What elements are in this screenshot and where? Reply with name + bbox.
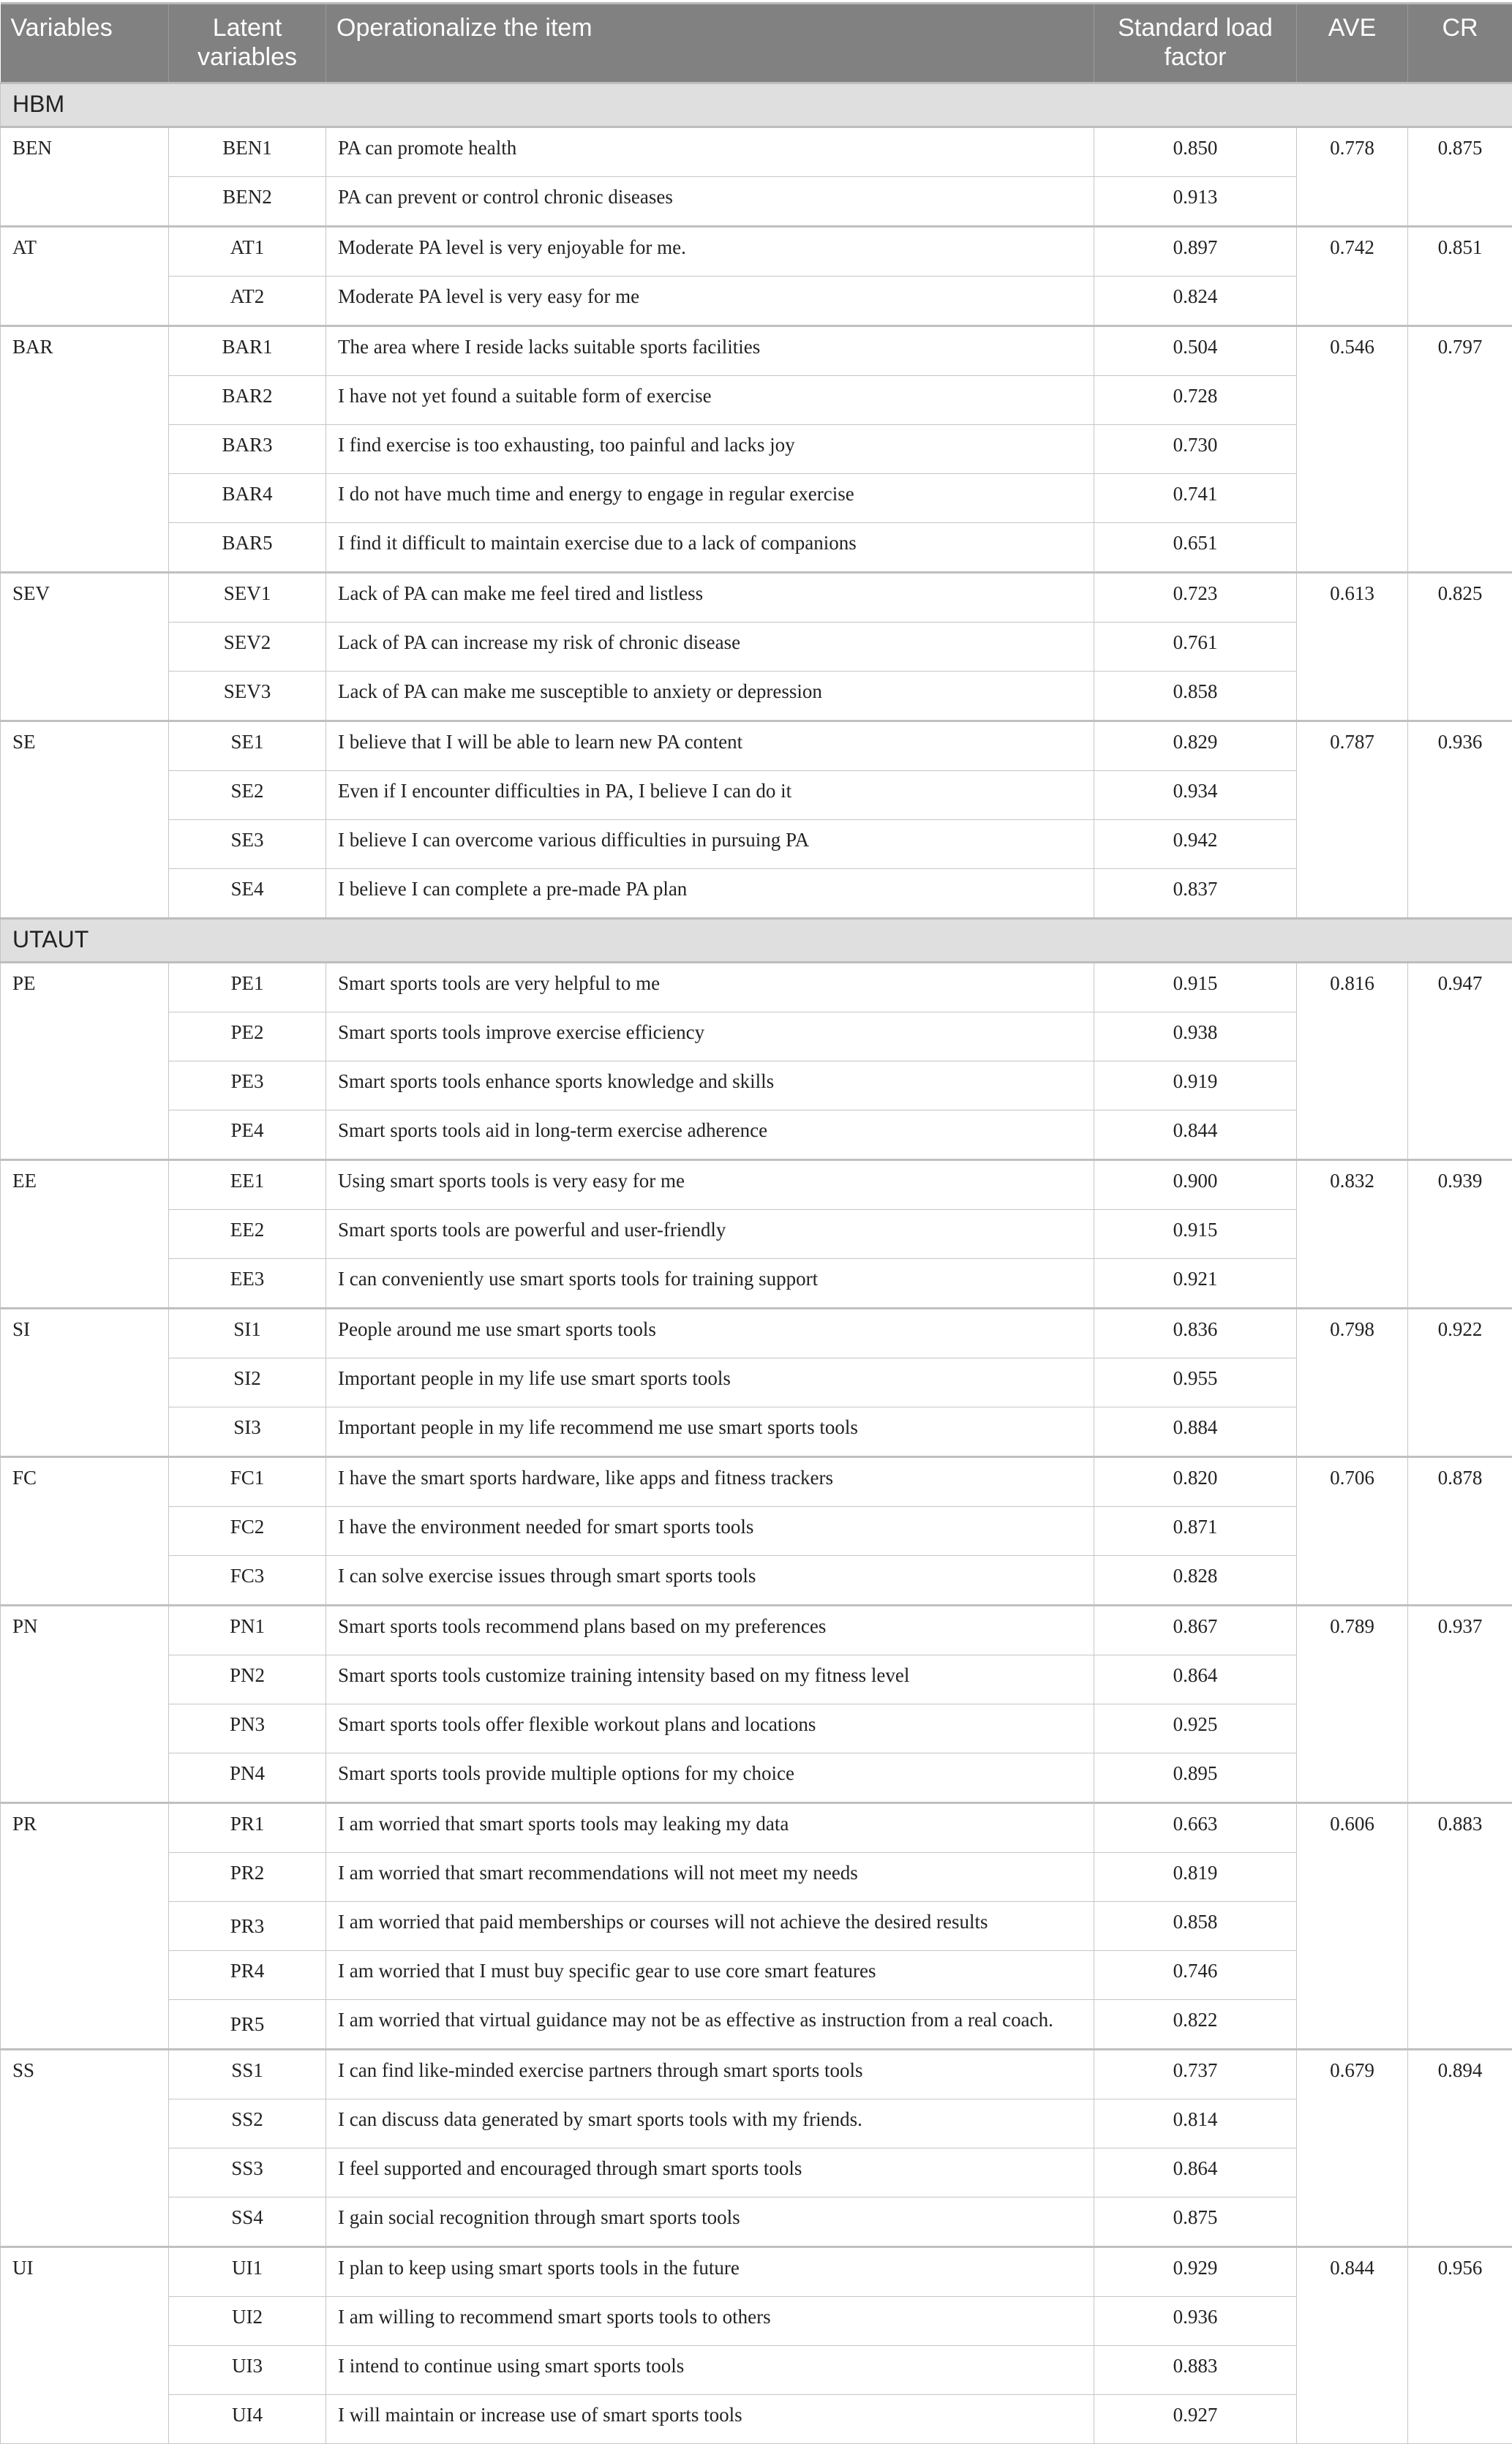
construct-name: SS: [1, 2050, 169, 2247]
ave-value: 0.606: [1297, 1803, 1408, 2050]
item-text: I have the smart sports hardware, like apps and fitness trackers: [326, 1457, 1094, 1507]
item-code: PN2: [169, 1655, 326, 1704]
table-row: [1, 127, 1512, 177]
load-factor: 0.844: [1094, 1110, 1297, 1160]
item-code: UI2: [169, 2297, 326, 2346]
item-code: BAR2: [169, 376, 326, 425]
item-code: SEV3: [169, 672, 326, 721]
load-factor: 0.864: [1094, 1655, 1297, 1704]
item-code: PE3: [169, 1061, 326, 1110]
cr-value: 0.851: [1408, 227, 1512, 326]
table-row: [1, 1704, 1512, 1753]
table-row: [1, 1853, 1512, 1902]
item-text: I find it difficult to maintain exercise due to a lack of companions: [326, 523, 1094, 573]
item-text: I will maintain or increase use of smart sports tools: [326, 2395, 1094, 2444]
table-row: [1, 1951, 1512, 2000]
header-ave: AVE: [1297, 4, 1408, 83]
item-text: I believe I can overcome various difficulties in pursuing PA: [326, 820, 1094, 869]
cr-value: 0.937: [1408, 1606, 1512, 1803]
construct-name: SI: [1, 1309, 169, 1457]
load-factor: 0.884: [1094, 1407, 1297, 1457]
load-factor: 0.955: [1094, 1358, 1297, 1407]
item-code: PE1: [169, 963, 326, 1012]
cr-value: 0.883: [1408, 1803, 1512, 2050]
load-factor: 0.822: [1094, 2000, 1297, 2050]
table-row: [1, 1061, 1512, 1110]
measurement-model-table: [0, 2, 1512, 2444]
load-factor: 0.864: [1094, 2148, 1297, 2197]
construct-name: SE: [1, 721, 169, 919]
item-code: SS3: [169, 2148, 326, 2197]
item-code: SS4: [169, 2197, 326, 2247]
load-factor: 0.927: [1094, 2395, 1297, 2444]
item-text: I have the environment needed for smart sports tools: [326, 1507, 1094, 1556]
load-factor: 0.915: [1094, 1210, 1297, 1259]
load-factor: 0.828: [1094, 1556, 1297, 1606]
item-text: I can conveniently use smart sports tools for training support: [326, 1259, 1094, 1309]
item-code: SE3: [169, 820, 326, 869]
load-factor: 0.871: [1094, 1507, 1297, 1556]
item-code: PN3: [169, 1704, 326, 1753]
item-text: I gain social recognition through smart sports tools: [326, 2197, 1094, 2247]
cr-value: 0.956: [1408, 2247, 1512, 2444]
item-code: PR5: [169, 2000, 326, 2050]
table-row: [1, 1753, 1512, 1803]
table-row: [1, 1309, 1512, 1358]
item-text: Smart sports tools recommend plans based on my preferences: [326, 1606, 1094, 1655]
construct-name: PN: [1, 1606, 169, 1803]
load-factor: 0.651: [1094, 523, 1297, 573]
table-row: [1, 523, 1512, 573]
construct-name: PR: [1, 1803, 169, 2050]
cr-value: 0.922: [1408, 1309, 1512, 1457]
table-row: [1, 869, 1512, 919]
ave-value: 0.787: [1297, 721, 1408, 919]
item-text: I am willing to recommend smart sports tools to others: [326, 2297, 1094, 2346]
item-text: I can find like-minded exercise partners through smart sports tools: [326, 2050, 1094, 2099]
load-factor: 0.730: [1094, 425, 1297, 474]
table-row: [1, 474, 1512, 523]
load-factor: 0.723: [1094, 573, 1297, 623]
load-factor: 0.820: [1094, 1457, 1297, 1507]
construct-name: PE: [1, 963, 169, 1160]
construct-name: SEV: [1, 573, 169, 721]
item-code: SE1: [169, 721, 326, 771]
cr-value: 0.947: [1408, 963, 1512, 1160]
item-code: UI4: [169, 2395, 326, 2444]
item-text: I am worried that smart recommendations will not meet my needs: [326, 1853, 1094, 1902]
item-code: EE3: [169, 1259, 326, 1309]
table-row: [1, 326, 1512, 376]
load-factor: 0.897: [1094, 227, 1297, 277]
table-row: [1, 1210, 1512, 1259]
item-text: Important people in my life recommend me use smart sports tools: [326, 1407, 1094, 1457]
load-factor: 0.737: [1094, 2050, 1297, 2099]
construct-name: EE: [1, 1160, 169, 1309]
item-code: AT2: [169, 277, 326, 326]
load-factor: 0.824: [1094, 277, 1297, 326]
table-row: [1, 623, 1512, 672]
table-row: [1, 227, 1512, 277]
header-item: Operationalize the item: [326, 4, 1094, 83]
ave-value: 0.778: [1297, 127, 1408, 227]
table-row: [1, 721, 1512, 771]
load-factor: 0.741: [1094, 474, 1297, 523]
load-factor: 0.746: [1094, 1951, 1297, 2000]
table-row: [1, 2297, 1512, 2346]
header-variables: Variables: [1, 4, 169, 83]
item-text: Even if I encounter difficulties in PA, I believe I can do it: [326, 771, 1094, 820]
item-text: Smart sports tools improve exercise efficiency: [326, 1012, 1094, 1061]
construct-name: AT: [1, 227, 169, 326]
item-text: I can solve exercise issues through smart sports tools: [326, 1556, 1094, 1606]
table-row: [1, 177, 1512, 227]
item-text: The area where I reside lacks suitable sports facilities: [326, 326, 1094, 376]
cr-value: 0.939: [1408, 1160, 1512, 1309]
load-factor: 0.900: [1094, 1160, 1297, 1210]
item-text: I believe I can complete a pre-made PA plan: [326, 869, 1094, 919]
header-latent-variables: Latent variables: [169, 4, 326, 83]
item-code: SE4: [169, 869, 326, 919]
item-code: BAR1: [169, 326, 326, 376]
ave-value: 0.816: [1297, 963, 1408, 1160]
ave-value: 0.798: [1297, 1309, 1408, 1457]
table-row: [1, 573, 1512, 623]
table-row: [1, 2099, 1512, 2148]
table-row: [1, 1160, 1512, 1210]
table-row: [1, 2346, 1512, 2395]
table-row: [1, 2395, 1512, 2444]
table-row: [1, 2000, 1512, 2050]
table-row: [1, 820, 1512, 869]
load-factor: 0.858: [1094, 672, 1297, 721]
load-factor: 0.875: [1094, 2197, 1297, 2247]
item-code: BAR5: [169, 523, 326, 573]
table-row: [1, 1902, 1512, 1951]
cr-value: 0.825: [1408, 573, 1512, 721]
table-row: [1, 771, 1512, 820]
cr-value: 0.875: [1408, 127, 1512, 227]
item-text: Smart sports tools are very helpful to me: [326, 963, 1094, 1012]
item-code: EE2: [169, 1210, 326, 1259]
construct-name: BAR: [1, 326, 169, 573]
item-code: PR2: [169, 1853, 326, 1902]
item-text: Lack of PA can make me feel tired and listless: [326, 573, 1094, 623]
item-code: PN4: [169, 1753, 326, 1803]
item-code: UI3: [169, 2346, 326, 2395]
item-text: I intend to continue using smart sports tools: [326, 2346, 1094, 2395]
item-text: Smart sports tools customize training intensity based on my fitness level: [326, 1655, 1094, 1704]
ave-value: 0.679: [1297, 2050, 1408, 2247]
item-text: I am worried that paid memberships or courses will not achieve the desired results: [326, 1902, 1094, 1951]
item-text: Smart sports tools aid in long-term exercise adherence: [326, 1110, 1094, 1160]
cr-value: 0.878: [1408, 1457, 1512, 1606]
load-factor: 0.761: [1094, 623, 1297, 672]
load-factor: 0.929: [1094, 2247, 1297, 2297]
group-row: [1, 83, 1512, 127]
header-cr: CR: [1408, 4, 1512, 83]
load-factor: 0.836: [1094, 1309, 1297, 1358]
item-text: Smart sports tools offer flexible workout plans and locations: [326, 1704, 1094, 1753]
table-row: [1, 2247, 1512, 2297]
table-row: [1, 2197, 1512, 2247]
item-code: UI1: [169, 2247, 326, 2297]
table-row: [1, 1457, 1512, 1507]
item-code: SEV2: [169, 623, 326, 672]
load-factor: 0.925: [1094, 1704, 1297, 1753]
load-factor: 0.504: [1094, 326, 1297, 376]
item-text: Lack of PA can increase my risk of chronic disease: [326, 623, 1094, 672]
header-load-factor: Standard load factor: [1094, 4, 1297, 83]
ave-value: 0.832: [1297, 1160, 1408, 1309]
construct-name: FC: [1, 1457, 169, 1606]
cr-value: 0.936: [1408, 721, 1512, 919]
table-row: [1, 672, 1512, 721]
table-row: [1, 1110, 1512, 1160]
table-row: [1, 425, 1512, 474]
item-text: I am worried that smart sports tools may leaking my data: [326, 1803, 1094, 1853]
item-code: SI1: [169, 1309, 326, 1358]
construct-name: BEN: [1, 127, 169, 227]
item-code: PE2: [169, 1012, 326, 1061]
item-code: BAR3: [169, 425, 326, 474]
item-text: I feel supported and encouraged through smart sports tools: [326, 2148, 1094, 2197]
item-text: Using smart sports tools is very easy for me: [326, 1160, 1094, 1210]
item-text: Smart sports tools provide multiple options for my choice: [326, 1753, 1094, 1803]
item-code: PN1: [169, 1606, 326, 1655]
table-row: [1, 1556, 1512, 1606]
table-row: [1, 1606, 1512, 1655]
ave-value: 0.742: [1297, 227, 1408, 326]
load-factor: 0.934: [1094, 771, 1297, 820]
item-text: Important people in my life use smart sports tools: [326, 1358, 1094, 1407]
ave-value: 0.706: [1297, 1457, 1408, 1606]
load-factor: 0.938: [1094, 1012, 1297, 1061]
item-text: I am worried that I must buy specific gear to use core smart features: [326, 1951, 1094, 2000]
load-factor: 0.858: [1094, 1902, 1297, 1951]
group-label: HBM: [1, 83, 1512, 127]
table-row: [1, 1507, 1512, 1556]
item-text: Moderate PA level is very enjoyable for me.: [326, 227, 1094, 277]
item-text: PA can promote health: [326, 127, 1094, 177]
table-row: [1, 1358, 1512, 1407]
load-factor: 0.837: [1094, 869, 1297, 919]
table-row: [1, 2148, 1512, 2197]
load-factor: 0.913: [1094, 177, 1297, 227]
table-row: [1, 1012, 1512, 1061]
item-code: BEN1: [169, 127, 326, 177]
table-row: [1, 963, 1512, 1012]
item-text: Lack of PA can make me susceptible to anxiety or depression: [326, 672, 1094, 721]
group-label: UTAUT: [1, 919, 1512, 963]
item-code: AT1: [169, 227, 326, 277]
item-text: People around me use smart sports tools: [326, 1309, 1094, 1358]
item-text: I do not have much time and energy to engage in regular exercise: [326, 474, 1094, 523]
table-row: [1, 1803, 1512, 1853]
item-code: SS2: [169, 2099, 326, 2148]
load-factor: 0.921: [1094, 1259, 1297, 1309]
item-code: EE1: [169, 1160, 326, 1210]
item-text: Smart sports tools enhance sports knowledge and skills: [326, 1061, 1094, 1110]
load-factor: 0.819: [1094, 1853, 1297, 1902]
table-row: [1, 1259, 1512, 1309]
item-code: FC1: [169, 1457, 326, 1507]
load-factor: 0.829: [1094, 721, 1297, 771]
load-factor: 0.867: [1094, 1606, 1297, 1655]
item-code: PR4: [169, 1951, 326, 2000]
cr-value: 0.894: [1408, 2050, 1512, 2247]
ave-value: 0.844: [1297, 2247, 1408, 2444]
item-text: I can discuss data generated by smart sports tools with my friends.: [326, 2099, 1094, 2148]
ave-value: 0.789: [1297, 1606, 1408, 1803]
cr-value: 0.797: [1408, 326, 1512, 573]
load-factor: 0.915: [1094, 963, 1297, 1012]
table-row: [1, 1407, 1512, 1457]
item-text: PA can prevent or control chronic diseases: [326, 177, 1094, 227]
item-text: I have not yet found a suitable form of exercise: [326, 376, 1094, 425]
load-factor: 0.895: [1094, 1753, 1297, 1803]
construct-name: UI: [1, 2247, 169, 2444]
item-code: SE2: [169, 771, 326, 820]
table-row: [1, 1655, 1512, 1704]
load-factor: 0.814: [1094, 2099, 1297, 2148]
ave-value: 0.613: [1297, 573, 1408, 721]
item-code: SS1: [169, 2050, 326, 2099]
load-factor: 0.919: [1094, 1061, 1297, 1110]
item-code: SI3: [169, 1407, 326, 1457]
table-row: [1, 277, 1512, 326]
group-row: [1, 919, 1512, 963]
table-body: [1, 83, 1512, 2444]
item-code: FC3: [169, 1556, 326, 1606]
item-code: PE4: [169, 1110, 326, 1160]
item-text: I am worried that virtual guidance may not be as effective as instruction from a real coach.: [326, 2000, 1094, 2050]
item-code: BEN2: [169, 177, 326, 227]
ave-value: 0.546: [1297, 326, 1408, 573]
load-factor: 0.663: [1094, 1803, 1297, 1853]
item-code: PR1: [169, 1803, 326, 1853]
item-text: Moderate PA level is very easy for me: [326, 277, 1094, 326]
item-code: SI2: [169, 1358, 326, 1407]
load-factor: 0.728: [1094, 376, 1297, 425]
header-row: [1, 4, 1512, 83]
item-code: SEV1: [169, 573, 326, 623]
table-row: [1, 2050, 1512, 2099]
table-row: [1, 376, 1512, 425]
item-text: I believe that I will be able to learn new PA content: [326, 721, 1094, 771]
load-factor: 0.942: [1094, 820, 1297, 869]
load-factor: 0.883: [1094, 2346, 1297, 2395]
item-code: PR3: [169, 1902, 326, 1951]
item-text: I find exercise is too exhausting, too painful and lacks joy: [326, 425, 1094, 474]
item-code: BAR4: [169, 474, 326, 523]
load-factor: 0.936: [1094, 2297, 1297, 2346]
item-text: I plan to keep using smart sports tools in the future: [326, 2247, 1094, 2297]
item-text: Smart sports tools are powerful and user-friendly: [326, 1210, 1094, 1259]
load-factor: 0.850: [1094, 127, 1297, 177]
item-code: FC2: [169, 1507, 326, 1556]
